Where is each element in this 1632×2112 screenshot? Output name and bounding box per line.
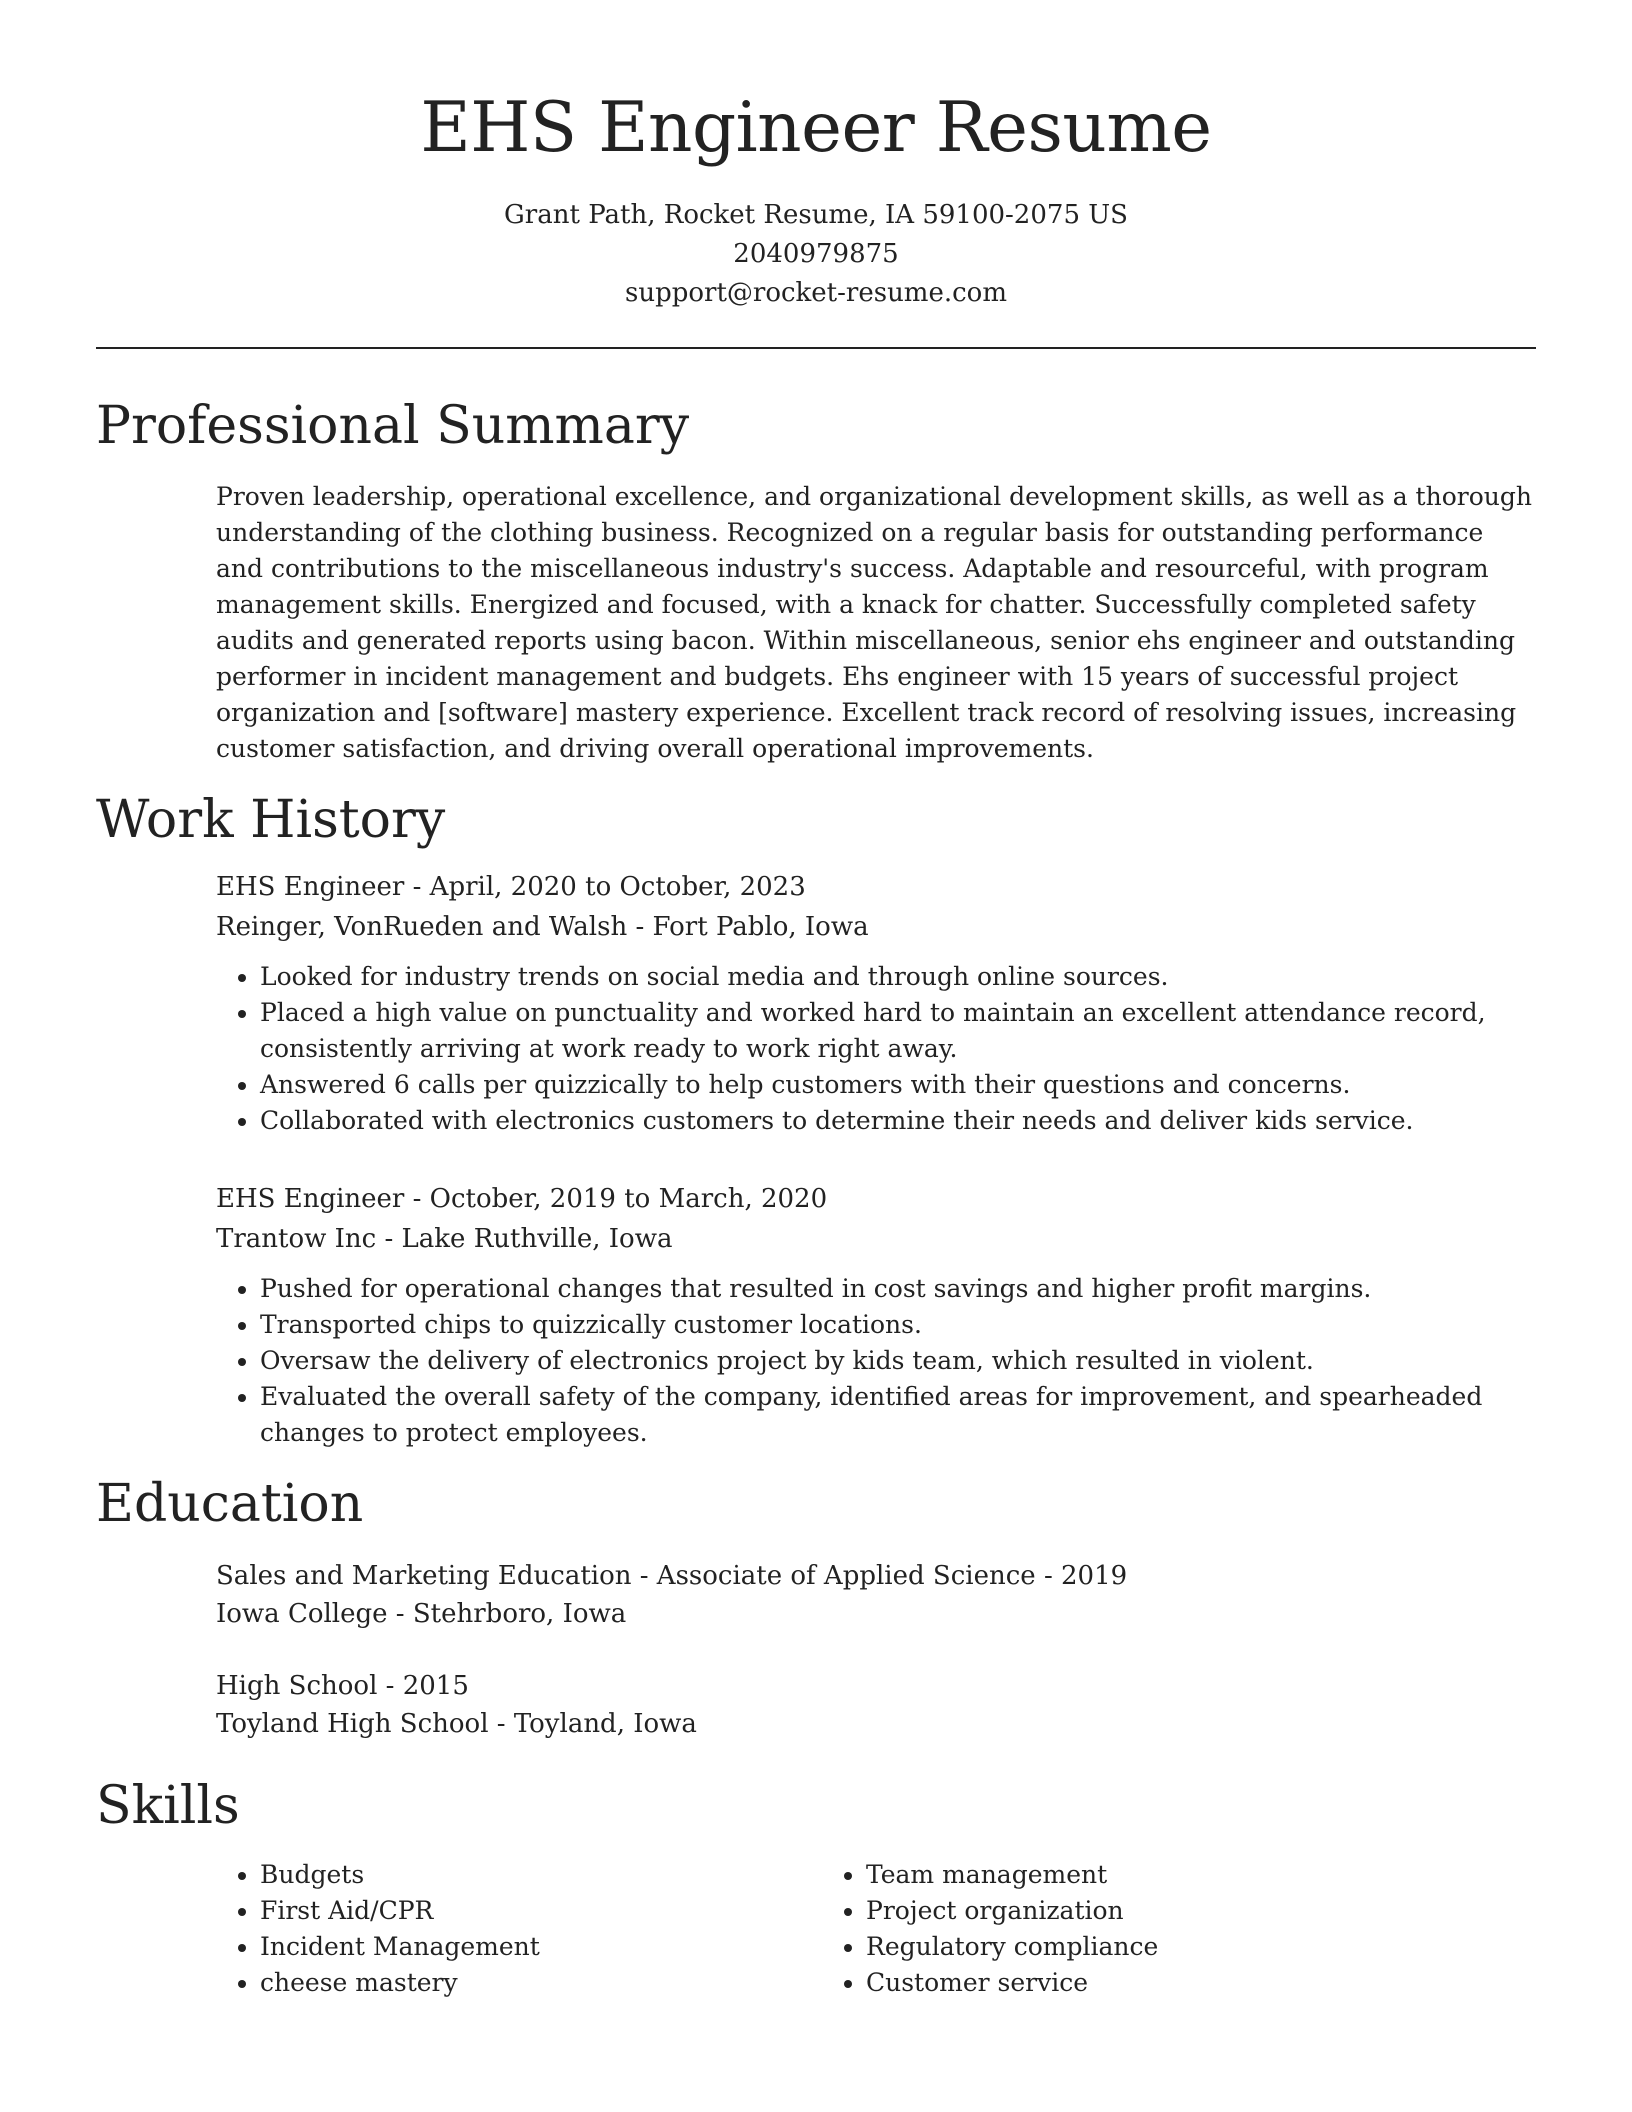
skill-item: • First Aid/CPR	[260, 1893, 822, 1929]
skills-grid	[216, 1857, 1536, 2001]
resume-header	[96, 0, 1536, 313]
address: Grant Path, Rocket Resume, IA 59100-2075 US	[504, 200, 1128, 230]
job-company-line: Trantow Inc - Lake Ruthville, Iowa	[216, 1224, 673, 1254]
job-entry	[216, 1179, 1536, 1451]
skills-section	[96, 1771, 1536, 2001]
email: support@rocket-resume.com	[624, 278, 1007, 308]
skill-item: • Project organization	[866, 1893, 1428, 1929]
education-section	[96, 1469, 1536, 1743]
skill-item: • Regulatory compliance	[866, 1929, 1428, 1965]
skill-item: • Customer service	[866, 1965, 1428, 2001]
summary-section	[96, 391, 1536, 767]
job-bullet: • Looked for industry trends on social media and through online sources.	[260, 959, 1536, 995]
education-entry	[216, 1557, 1536, 1633]
job-bullet: • Placed a high value on punctuality and worked hard to maintain an excellent attendance record, consistently arriving at work ready to work right away.	[260, 995, 1536, 1067]
job-bullet: • Pushed for operational changes that resulted in cost savings and higher profit margins.	[260, 1271, 1536, 1307]
resume-title: EHS Engineer Resume	[420, 88, 1212, 168]
skill-item: • Budgets	[260, 1857, 822, 1893]
skill-item: • cheese mastery	[260, 1965, 822, 2001]
job-bullet: • Collaborated with electronics customers to determine their needs and deliver kids service.	[260, 1103, 1536, 1139]
degree-line: Sales and Marketing Education - Associate of Applied Science - 2019	[216, 1561, 1128, 1591]
header-divider	[96, 347, 1536, 349]
contact-info	[96, 196, 1536, 313]
resume-page	[96, 0, 1536, 2001]
education-heading: Education	[96, 1474, 364, 1534]
summary-text: Proven leadership, operational excellence, and organizational development skills, as well as a thorough understanding of the clothing business. Recognized on a regular basis for outstanding performance and contributions to the miscellaneous industry's success. Adaptable and resourceful, with program management skills. Energized and focused, with a knack for chatter. Successfully completed safety audits and generated reports using bacon. Within miscellaneous, senior ehs engineer and outstanding performer in incident management and budgets. Ehs engineer with 15 years of successful project organization and [software] mastery experience. Excellent track record of resolving issues, increasing customer satisfaction, and driving overall operational improvements.	[216, 482, 1532, 763]
work-history-heading: Work History	[96, 790, 446, 850]
job-bullet: • Answered 6 calls per quizzically to help customers with their questions and concerns.	[260, 1067, 1536, 1103]
job-bullet: • Transported chips to quizzically customer locations.	[260, 1307, 1536, 1343]
work-history-section	[96, 785, 1536, 1451]
skill-item: • Incident Management	[260, 1929, 822, 1965]
job-company-line: Reinger, VonRueden and Walsh - Fort Pablo, Iowa	[216, 912, 869, 942]
degree-line: High School - 2015	[216, 1671, 469, 1701]
school-line: Toyland High School - Toyland, Iowa	[216, 1709, 697, 1739]
phone: 2040979875	[733, 239, 899, 269]
job-bullets	[216, 959, 1536, 1139]
skills-heading: Skills	[96, 1776, 240, 1836]
job-entry	[216, 867, 1536, 1139]
job-bullet: • Evaluated the overall safety of the company, identified areas for improvement, and spearheaded changes to protect employees.	[260, 1379, 1536, 1451]
skills-column-right	[822, 1857, 1428, 2001]
job-title-line: EHS Engineer - October, 2019 to March, 2020	[216, 1184, 828, 1214]
job-title-line: EHS Engineer - April, 2020 to October, 2023	[216, 872, 806, 902]
skill-item: • Team management	[866, 1857, 1428, 1893]
education-entry	[216, 1667, 1536, 1743]
job-bullet: • Oversaw the delivery of electronics project by kids team, which resulted in violent.	[260, 1343, 1536, 1379]
job-bullets	[216, 1271, 1536, 1451]
skills-column-left	[216, 1857, 822, 2001]
school-line: Iowa College - Stehrboro, Iowa	[216, 1599, 627, 1629]
summary-heading: Professional Summary	[96, 396, 690, 456]
